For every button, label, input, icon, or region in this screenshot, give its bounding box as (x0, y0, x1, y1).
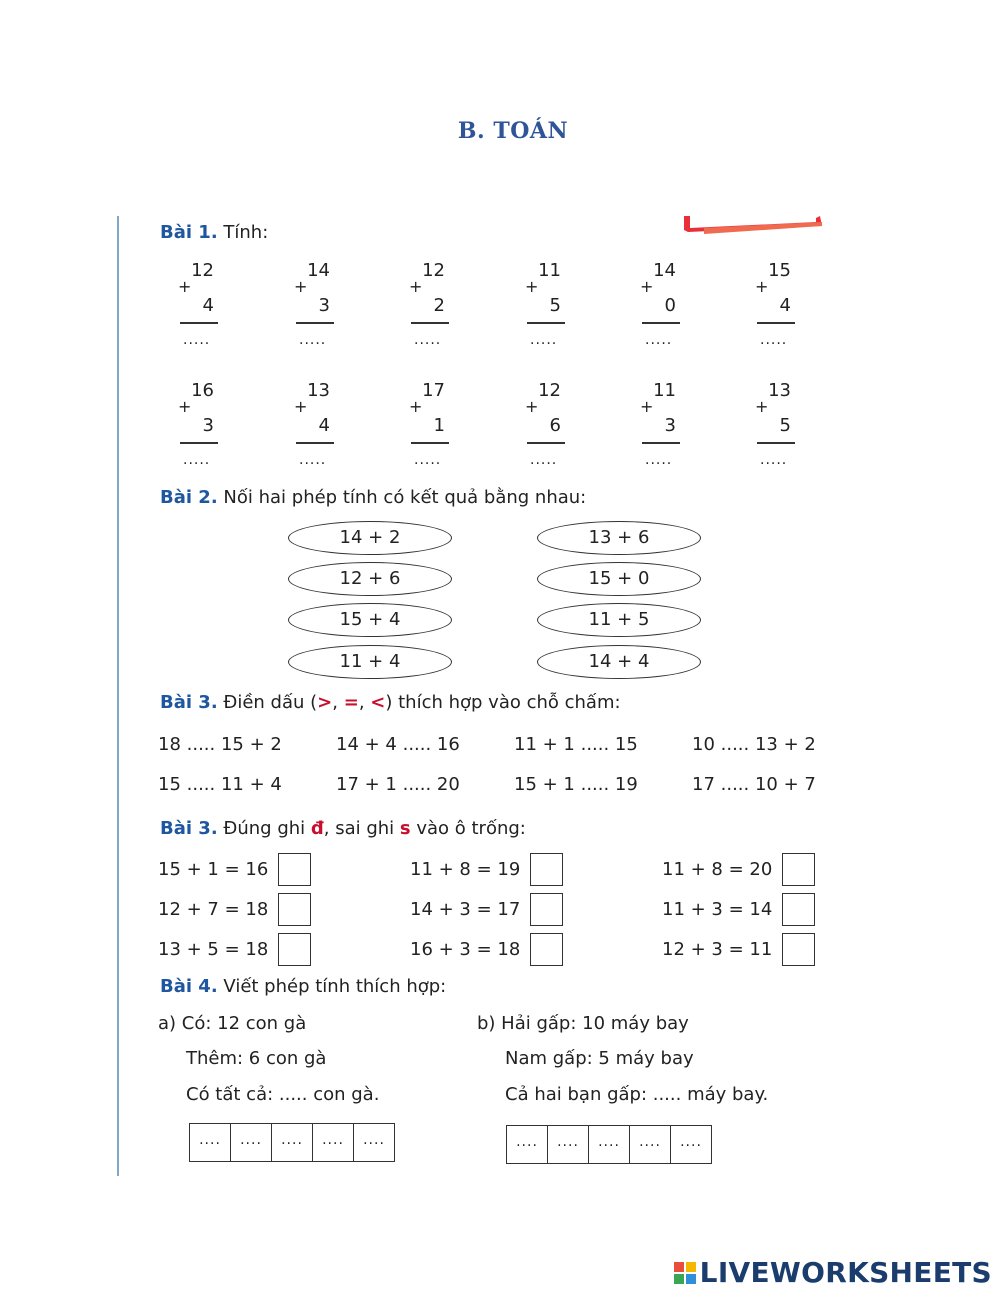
logo-tiles-icon (674, 1262, 696, 1284)
addition-problem (178, 380, 218, 490)
addend-bottom: 0 (664, 295, 676, 316)
plus-sign: + (525, 277, 539, 296)
bai4a-line1: a) Có: 12 con gà (158, 1013, 307, 1034)
addition-problem (755, 380, 795, 490)
equation-text: 13 + 5 = 18 (158, 939, 269, 960)
addend-top: 13 (307, 380, 330, 401)
answer-cell[interactable]: .... (313, 1124, 354, 1161)
true-false-item (410, 933, 563, 966)
addend-top: 14 (307, 260, 330, 281)
answer-box[interactable] (278, 933, 311, 966)
comparison-item[interactable]: 14 + 4 ..... 16 (336, 734, 460, 755)
comparison-item[interactable]: 10 ..... 13 + 2 (692, 734, 816, 755)
bai4-text: Viết phép tính thích hợp: (223, 976, 447, 997)
answer-cell[interactable]: .... (680, 1134, 702, 1150)
addition-problem (525, 260, 565, 370)
plus-sign: + (294, 277, 308, 296)
bai4-label: Bài 4. (160, 976, 218, 997)
sum-line (642, 322, 680, 324)
addend-bottom: 3 (202, 415, 214, 436)
page-title: B. TOÁN (457, 118, 569, 144)
sum-line (180, 442, 218, 444)
bai3a-heading (160, 692, 621, 713)
addend-top: 11 (653, 380, 676, 401)
bai3a-sep2: , (358, 692, 371, 713)
answer-blank[interactable]: ..... (299, 452, 327, 468)
bai2-label: Bài 2. (160, 487, 218, 508)
bai2-text: Nối hai phép tính có kết quả bằng nhau: (223, 487, 587, 508)
margin-line (117, 216, 119, 1176)
comparison-item[interactable]: 17 + 1 ..... 20 (336, 774, 460, 795)
addend-bottom: 4 (202, 295, 214, 316)
answer-cell[interactable]: .... (272, 1124, 313, 1161)
expression-oval-right[interactable]: 14 + 4 (537, 645, 701, 679)
bai3a-text-before: Điền dấu ( (223, 692, 318, 713)
liveworksheets-logo (674, 1256, 992, 1289)
bai4b-line2: Nam gấp: 5 máy bay (505, 1048, 694, 1069)
addend-bottom: 4 (779, 295, 791, 316)
addend-bottom: 5 (549, 295, 561, 316)
sum-line (411, 322, 449, 324)
true-false-item (158, 853, 311, 886)
answer-box[interactable] (782, 933, 815, 966)
addend-top: 12 (538, 380, 561, 401)
bai1-label: Bài 1. (160, 222, 218, 243)
addend-top: 14 (653, 260, 676, 281)
sign-eq: = (343, 692, 359, 713)
addition-problem (178, 260, 218, 370)
answer-cell[interactable]: .... (507, 1126, 548, 1163)
answer-blank[interactable]: ..... (183, 452, 211, 468)
expression-oval-left[interactable]: 14 + 2 (288, 521, 452, 555)
answer-cell[interactable]: .... (548, 1126, 589, 1163)
addition-problem (755, 260, 795, 370)
addition-problem (294, 380, 334, 490)
answer-grid-a (189, 1123, 395, 1162)
addition-problem (640, 260, 680, 370)
answer-blank[interactable]: ..... (183, 332, 211, 348)
logo-text: LIVEWORKSHEETS (699, 1256, 992, 1289)
answer-blank[interactable]: ..... (645, 452, 673, 468)
addition-problem (525, 380, 565, 490)
plus-sign: + (178, 397, 192, 416)
bai1-text: Tính: (223, 222, 269, 243)
addend-bottom: 4 (318, 415, 330, 436)
sum-line (296, 322, 334, 324)
sign-lt: < (370, 692, 386, 713)
letter-d: đ (310, 818, 324, 839)
sum-line (642, 442, 680, 444)
bai3a-sep1: , (332, 692, 344, 713)
sum-line (411, 442, 449, 444)
true-false-item (158, 933, 311, 966)
sum-line (296, 442, 334, 444)
addend-top: 13 (768, 380, 791, 401)
addend-top: 12 (191, 260, 214, 281)
sum-line (527, 322, 565, 324)
equation-text: 11 + 8 = 19 (410, 859, 521, 880)
answer-blank[interactable]: ..... (645, 332, 673, 348)
bai3a-label: Bài 3. (160, 692, 218, 713)
bai3b-text-after: vào ô trống: (410, 818, 526, 839)
answer-grid-b (506, 1125, 712, 1164)
answer-box[interactable] (530, 893, 563, 926)
addend-bottom: 3 (664, 415, 676, 436)
expression-oval-left[interactable]: 11 + 4 (288, 645, 452, 679)
plus-sign: + (409, 397, 423, 416)
answer-blank[interactable]: ..... (530, 452, 558, 468)
bai4a-line2: Thêm: 6 con gà (186, 1048, 327, 1069)
answer-cell[interactable]: .... (231, 1124, 272, 1161)
plus-sign: + (755, 397, 769, 416)
comparison-item[interactable]: 17 ..... 10 + 7 (692, 774, 816, 795)
addend-bottom: 1 (433, 415, 445, 436)
answer-box[interactable] (278, 853, 311, 886)
comparison-item[interactable]: 15 ..... 11 + 4 (158, 774, 282, 795)
true-false-item (410, 853, 563, 886)
true-false-item (410, 893, 563, 926)
answer-blank[interactable]: ..... (760, 452, 788, 468)
equation-text: 16 + 3 = 18 (410, 939, 521, 960)
plus-sign: + (640, 397, 654, 416)
answer-blank[interactable]: ..... (414, 332, 442, 348)
equation-text: 11 + 3 = 14 (662, 899, 773, 920)
addend-top: 12 (422, 260, 445, 281)
bai3a-text-after: ) thích hợp vào chỗ chấm: (385, 692, 621, 713)
expression-oval-right[interactable]: 11 + 5 (537, 603, 701, 637)
sum-line (757, 442, 795, 444)
true-false-item (662, 933, 815, 966)
answer-cell[interactable]: .... (190, 1124, 231, 1161)
addend-top: 11 (538, 260, 561, 281)
answer-box[interactable] (782, 853, 815, 886)
plus-sign: + (755, 277, 769, 296)
answer-box[interactable] (782, 893, 815, 926)
bai2-heading (160, 487, 586, 508)
equation-text: 12 + 7 = 18 (158, 899, 269, 920)
plus-sign: + (640, 277, 654, 296)
answer-cell[interactable]: .... (589, 1126, 630, 1163)
letter-s: s (399, 818, 411, 839)
answer-box[interactable] (278, 893, 311, 926)
answer-cell[interactable]: .... (630, 1126, 671, 1163)
equation-text: 12 + 3 = 11 (662, 939, 773, 960)
bai3b-text-before: Đúng ghi (223, 818, 311, 839)
plus-sign: + (294, 397, 308, 416)
addend-top: 17 (422, 380, 445, 401)
addend-top: 16 (191, 380, 214, 401)
addition-problem (294, 260, 334, 370)
plus-sign: + (525, 397, 539, 416)
addend-bottom: 2 (433, 295, 445, 316)
true-false-item (158, 893, 311, 926)
bai1-heading (160, 222, 268, 243)
comparison-item[interactable]: 15 + 1 ..... 19 (514, 774, 638, 795)
answer-blank[interactable]: ..... (530, 332, 558, 348)
plus-sign: + (409, 277, 423, 296)
answer-blank[interactable]: ..... (760, 332, 788, 348)
expression-oval-left[interactable]: 12 + 6 (288, 562, 452, 596)
addition-problem (409, 260, 449, 370)
addend-bottom: 3 (318, 295, 330, 316)
plus-sign: + (178, 277, 192, 296)
answer-box[interactable] (530, 933, 563, 966)
bai4a-line3: Có tất cả: ..... con gà. (186, 1084, 380, 1105)
expression-oval-right[interactable]: 13 + 6 (537, 521, 701, 555)
bai3b-text-mid: , sai ghi (323, 818, 400, 839)
sum-line (757, 322, 795, 324)
bai4b-line1: b) Hải gấp: 10 máy bay (477, 1013, 689, 1034)
answer-blank[interactable]: ..... (414, 452, 442, 468)
comparison-item[interactable]: 11 + 1 ..... 15 (514, 734, 638, 755)
true-false-item (662, 853, 815, 886)
comparison-item[interactable]: 18 ..... 15 + 2 (158, 734, 282, 755)
equation-text: 14 + 3 = 17 (410, 899, 521, 920)
answer-box[interactable] (530, 853, 563, 886)
sum-line (180, 322, 218, 324)
answer-cell[interactable]: .... (363, 1132, 385, 1148)
red-bookmark-decoration (684, 216, 822, 238)
answer-blank[interactable]: ..... (299, 332, 327, 348)
bai3b-heading (160, 818, 526, 839)
expression-oval-left[interactable]: 15 + 4 (288, 603, 452, 637)
expression-oval-right[interactable]: 15 + 0 (537, 562, 701, 596)
addition-problem (640, 380, 680, 490)
equation-text: 11 + 8 = 20 (662, 859, 773, 880)
equation-text: 15 + 1 = 16 (158, 859, 269, 880)
bai4b-line3: Cả hai bạn gấp: ..... máy bay. (505, 1084, 769, 1105)
addend-bottom: 5 (779, 415, 791, 436)
bai4-heading (160, 976, 446, 997)
sign-gt: > (317, 692, 333, 713)
true-false-item (662, 893, 815, 926)
bai3b-label: Bài 3. (160, 818, 218, 839)
addend-top: 15 (768, 260, 791, 281)
addition-problem (409, 380, 449, 490)
addend-bottom: 6 (549, 415, 561, 436)
sum-line (527, 442, 565, 444)
